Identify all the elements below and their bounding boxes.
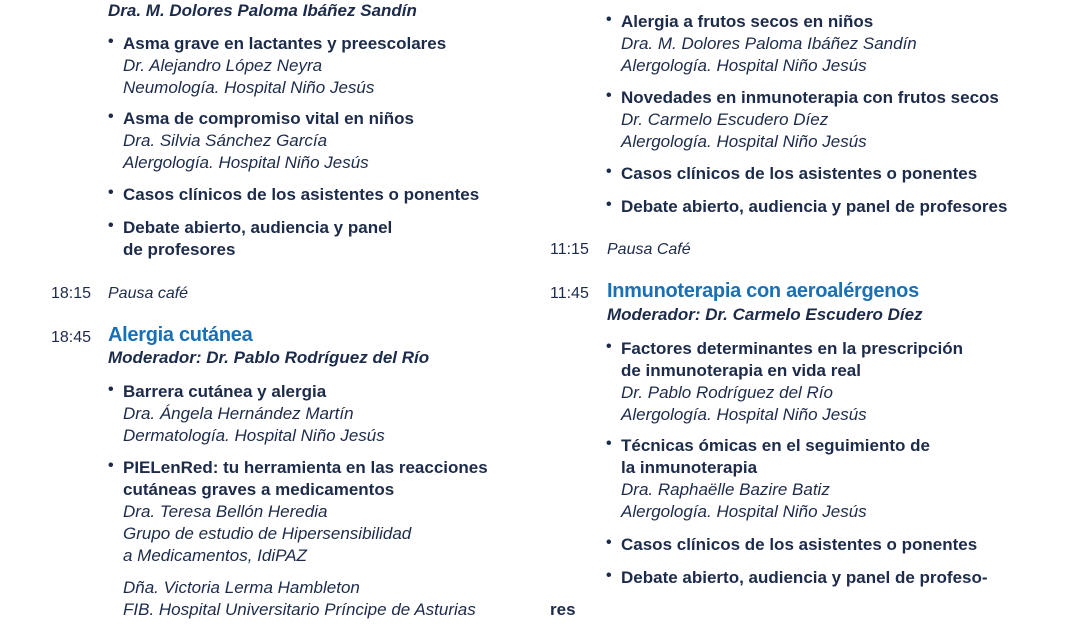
talk-title: Debate abierto, audiencia y panel de profeso- bbox=[621, 568, 988, 587]
talk-title: Barrera cutánea y alergia bbox=[123, 382, 327, 401]
talk-title: Factores determinantes en la prescripción bbox=[621, 339, 964, 358]
talk-title: la inmunoterapia bbox=[621, 458, 758, 477]
bullet-icon: • bbox=[108, 217, 114, 234]
talk-title: Asma de compromiso vital en niños bbox=[123, 109, 414, 128]
talk-title: de inmunoterapia en vida real bbox=[621, 361, 861, 380]
speaker-name: Dra. Silvia Sánchez García bbox=[123, 131, 328, 150]
moderator-top: Dra. M. Dolores Paloma Ibáñez Sandín bbox=[108, 1, 417, 20]
talk-title: Novedades en inmunoterapia con frutos secos bbox=[621, 88, 999, 107]
speaker-affiliation: Alergología. Hospital Niño Jesús bbox=[123, 153, 369, 172]
bullet-icon: • bbox=[606, 87, 612, 104]
session-item bbox=[606, 534, 978, 556]
section-title: Alergia cutánea bbox=[108, 324, 253, 346]
speaker-affiliation: FIB. Hospital Universitario Príncipe de Asturias bbox=[123, 600, 476, 619]
bullet-icon: • bbox=[108, 457, 114, 474]
speaker-name: Dña. Victoria Lerma Hambleton bbox=[123, 578, 360, 597]
session-item bbox=[108, 108, 414, 174]
talk-title: de profesores bbox=[123, 240, 236, 259]
session-item bbox=[606, 11, 917, 77]
talk-title: Debate abierto, audiencia y panel de profesores bbox=[621, 197, 1008, 216]
speaker-affiliation: Dermatología. Hospital Niño Jesús bbox=[123, 426, 385, 445]
speaker-name: Dra. Raphaëlle Bazire Batiz bbox=[621, 480, 830, 499]
pause-time: 11:15 bbox=[550, 241, 589, 258]
speaker-affiliation: Neumología. Hospital Niño Jesús bbox=[123, 78, 375, 97]
talk-title: Alergia a frutos secos en niños bbox=[621, 12, 874, 31]
pause-label: Pausa café bbox=[108, 285, 189, 302]
bullet-icon: • bbox=[606, 435, 612, 452]
bullet-icon: • bbox=[108, 184, 114, 201]
section-time: 18:45 bbox=[51, 329, 92, 346]
bullet-icon: • bbox=[108, 33, 114, 50]
section-time: 11:45 bbox=[550, 285, 589, 302]
talk-title: Casos clínicos de los asistentes o ponentes bbox=[621, 164, 978, 183]
talk-title: cutáneas graves a medicamentos bbox=[123, 480, 395, 499]
speaker-name: Dra. Ángela Hernández Martín bbox=[123, 404, 354, 423]
section-moderator: Moderador: Dr. Pablo Rodríguez del Río bbox=[108, 348, 430, 367]
bullet-icon: • bbox=[108, 381, 114, 398]
session-item bbox=[108, 33, 447, 99]
session-item bbox=[606, 435, 930, 523]
extra-speaker bbox=[123, 577, 476, 621]
session-item bbox=[108, 457, 488, 567]
bullet-icon: • bbox=[108, 108, 114, 125]
session-item bbox=[606, 567, 988, 589]
talk-title: Casos clínicos de los asistentes o ponentes bbox=[621, 535, 978, 554]
bullet-icon: • bbox=[606, 567, 612, 584]
speaker-name: Dr. Pablo Rodríguez del Río bbox=[621, 383, 833, 402]
bullet-icon: • bbox=[606, 338, 612, 355]
speaker-name: Dr. Carmelo Escudero Díez bbox=[621, 110, 829, 129]
talk-title: PIELenRed: tu herramienta en las reacciones bbox=[123, 458, 488, 477]
session-item bbox=[108, 217, 393, 261]
bullet-icon: • bbox=[606, 163, 612, 180]
talk-title: Casos clínicos de los asistentes o ponentes bbox=[123, 185, 480, 204]
session-item bbox=[606, 87, 999, 153]
speaker-name: Dra. Teresa Bellón Heredia bbox=[123, 502, 328, 521]
speaker-name: Dr. Alejandro López Neyra bbox=[123, 56, 323, 75]
session-item bbox=[606, 163, 978, 185]
speaker-affiliation: Alergología. Hospital Niño Jesús bbox=[621, 132, 867, 151]
talk-title: Técnicas ómicas en el seguimiento de bbox=[621, 436, 930, 455]
session-item bbox=[108, 184, 480, 206]
speaker-affiliation: a Medicamentos, IdiPAZ bbox=[123, 546, 307, 565]
talk-title: Debate abierto, audiencia y panel bbox=[123, 218, 393, 237]
session-item bbox=[606, 196, 1008, 218]
bullet-icon: • bbox=[606, 534, 612, 551]
speaker-name: Dra. M. Dolores Paloma Ibáñez Sandín bbox=[621, 34, 917, 53]
speaker-affiliation: Alergología. Hospital Niño Jesús bbox=[621, 405, 867, 424]
continuation-text: res bbox=[550, 600, 576, 619]
session-item bbox=[108, 381, 385, 447]
bullet-icon: • bbox=[606, 11, 612, 28]
section-title: Inmunoterapia con aeroalérgenos bbox=[607, 280, 919, 302]
speaker-affiliation: Alergología. Hospital Niño Jesús bbox=[621, 502, 867, 521]
section-moderator: Moderador: Dr. Carmelo Escudero Díez bbox=[607, 305, 923, 324]
bullet-icon: • bbox=[606, 196, 612, 213]
speaker-affiliation: Alergología. Hospital Niño Jesús bbox=[621, 56, 867, 75]
speaker-affiliation: Grupo de estudio de Hipersensibilidad bbox=[123, 524, 412, 543]
talk-title: Asma grave en lactantes y preescolares bbox=[123, 34, 447, 53]
pause-label: Pausa Café bbox=[607, 241, 691, 258]
session-item bbox=[606, 338, 964, 426]
pause-time: 18:15 bbox=[51, 285, 92, 302]
